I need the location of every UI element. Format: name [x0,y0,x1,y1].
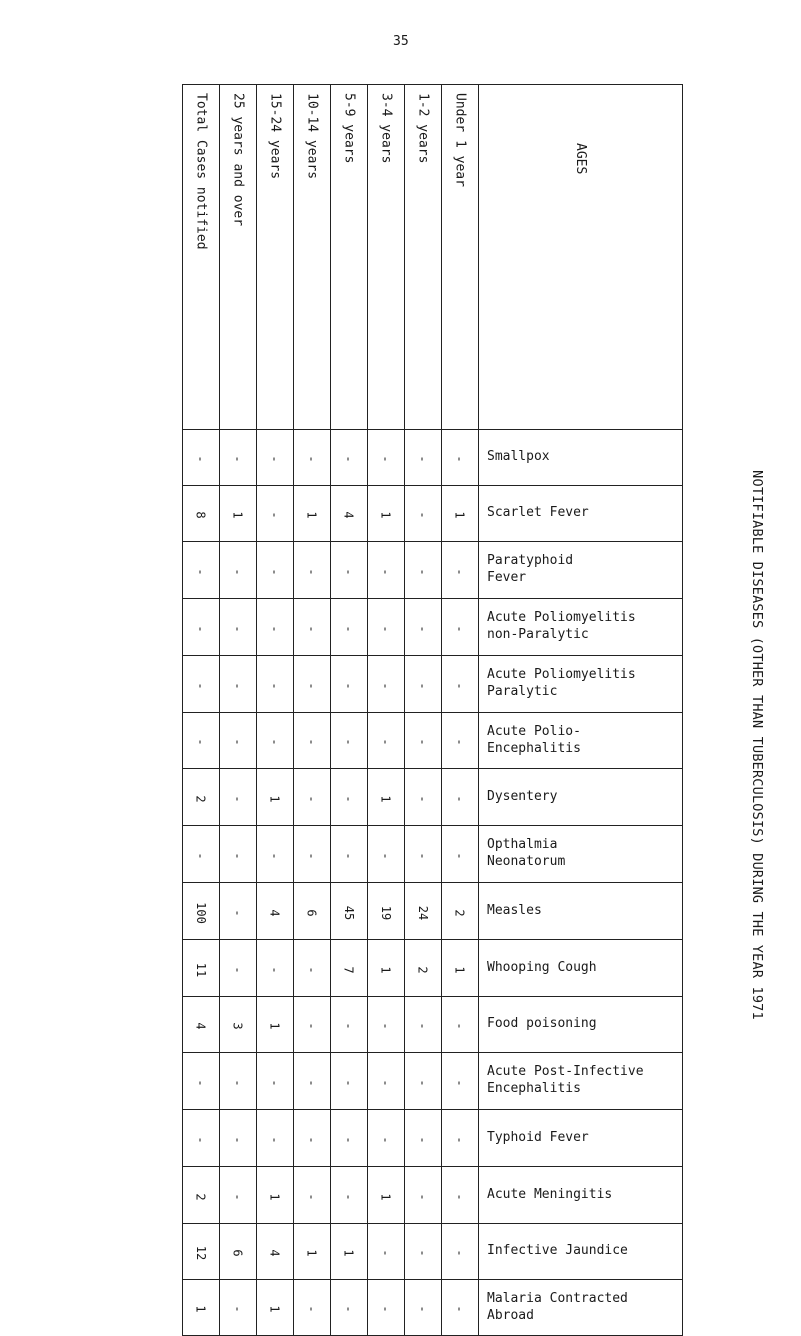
disease-name: Paratyphoid Fever [479,542,683,599]
disease-name: Infective Jaundice [479,1224,683,1280]
table-cell: - [405,1224,442,1280]
table-cell: - [331,997,368,1053]
column-header: 15-24 years [257,85,294,430]
header-row [183,85,683,430]
table-cell: - [294,1110,331,1167]
table-cell: - [368,826,405,883]
table-cell: - [405,599,442,656]
table-cell: 24 [405,883,442,940]
table-cell: 1 [220,486,257,542]
table-cell: - [183,826,220,883]
table-cell: - [294,769,331,826]
table-cell: 1 [294,1224,331,1280]
column-header: 10-14 years [294,85,331,430]
table-cell: 1 [368,769,405,826]
table-cell: - [257,1053,294,1110]
table-cell: - [405,656,442,713]
table-cell: 1 [368,1167,405,1224]
table-row [183,599,683,656]
table-cell: - [220,430,257,486]
table-cell: 1 [442,486,479,542]
table-cell: - [405,713,442,769]
table-cell: - [183,542,220,599]
table-cell: - [405,486,442,542]
table-row [183,1280,683,1336]
column-header: 1-2 years [405,85,442,430]
table-cell: - [220,542,257,599]
table-cell: - [331,599,368,656]
table-cell: - [442,997,479,1053]
table-cell: - [442,1053,479,1110]
table-cell: 4 [183,997,220,1053]
disease-name: Smallpox [479,430,683,486]
table-cell: - [183,1053,220,1110]
table-cell: 100 [183,883,220,940]
table-cell: - [368,1053,405,1110]
table-cell: - [331,656,368,713]
table-cell: - [405,1167,442,1224]
table-cell: - [331,430,368,486]
table-cell: - [405,1053,442,1110]
table-row [183,997,683,1053]
table-cell: - [183,656,220,713]
table-cell: - [220,1280,257,1336]
disease-name: Acute Poliomyelitis Paralytic [479,656,683,713]
table-cell: 6 [294,883,331,940]
table-cell: - [220,599,257,656]
column-header: Total Cases notified [183,85,220,430]
table-cell: - [257,486,294,542]
table-cell: - [331,1110,368,1167]
table-cell: 1 [368,940,405,997]
table-cell: 4 [257,1224,294,1280]
table-cell: - [442,1167,479,1224]
table-cell: - [368,542,405,599]
notifiable-diseases-table [182,84,683,1336]
table-cell: - [405,769,442,826]
table-cell: - [405,542,442,599]
table-cell: - [257,940,294,997]
table-cell: - [442,1224,479,1280]
table-cell: - [294,1053,331,1110]
column-header: 5-9 years [331,85,368,430]
disease-name: Food poisoning [479,997,683,1053]
table-cell: - [368,713,405,769]
table-cell: - [183,1110,220,1167]
table-cell: - [442,430,479,486]
disease-name: Acute Polio- Encephalitis [479,713,683,769]
table-cell: - [331,1280,368,1336]
ages-header: AGES [479,85,683,430]
table-cell: - [294,997,331,1053]
table-cell: - [405,1110,442,1167]
table-cell: - [294,826,331,883]
disease-name: Dysentery [479,769,683,826]
table-cell: 1 [442,940,479,997]
table-cell: 1 [294,486,331,542]
table-row [183,769,683,826]
table-cell: - [220,883,257,940]
table-cell: - [368,656,405,713]
column-header: Under 1 year [442,85,479,430]
table-cell: - [368,599,405,656]
table-row [183,430,683,486]
table-cell: - [294,713,331,769]
table-cell: 2 [405,940,442,997]
table-cell: 4 [257,883,294,940]
table-cell: - [294,430,331,486]
table-cell: - [442,769,479,826]
table-cell: - [405,826,442,883]
table-cell: - [220,826,257,883]
table-cell: 12 [183,1224,220,1280]
table-cell: - [368,430,405,486]
table-cell: - [368,1110,405,1167]
table-cell: 11 [183,940,220,997]
table-cell: 1 [257,1167,294,1224]
table-row [183,542,683,599]
table-cell: - [220,940,257,997]
table-cell: 7 [331,940,368,997]
table-cell: - [331,713,368,769]
table-cell: - [405,430,442,486]
table-cell: - [294,1280,331,1336]
disease-name: Acute Post-Infective Encephalitis [479,1053,683,1110]
table-cell: 19 [368,883,405,940]
table-cell: - [368,1224,405,1280]
table-cell: - [368,1280,405,1336]
table-cell: - [294,542,331,599]
table-row [183,826,683,883]
table-cell: 2 [183,1167,220,1224]
table-cell: - [183,713,220,769]
table-cell: 1 [257,1280,294,1336]
table-cell: - [442,542,479,599]
table-cell: - [331,1053,368,1110]
disease-name: Opthalmia Neonatorum [479,826,683,883]
table-cell: - [331,826,368,883]
table-cell: 4 [331,486,368,542]
column-header: 25 years and over [220,85,257,430]
table-cell: 2 [442,883,479,940]
table-cell: - [220,656,257,713]
table-row [183,940,683,997]
table-cell: 1 [257,997,294,1053]
table-cell: 45 [331,883,368,940]
table-cell: - [331,769,368,826]
table-cell: - [442,1110,479,1167]
table-cell: - [183,430,220,486]
table-cell: - [294,656,331,713]
table-cell: 3 [220,997,257,1053]
table-cell: - [331,1167,368,1224]
disease-name: Malaria Contracted Abroad [479,1280,683,1336]
table-row [183,1110,683,1167]
table-cell: 1 [257,769,294,826]
table-cell: - [257,826,294,883]
table-cell: - [220,1053,257,1110]
disease-name: Acute Poliomyelitis non-Paralytic [479,599,683,656]
table-cell: - [257,542,294,599]
table-row [183,713,683,769]
table-cell: - [220,713,257,769]
table-cell: 2 [183,769,220,826]
table-cell: - [294,1167,331,1224]
table-cell: 1 [183,1280,220,1336]
table-cell: - [294,599,331,656]
column-header: 3-4 years [368,85,405,430]
table-cell: - [405,997,442,1053]
table-cell: - [220,1110,257,1167]
table-cell: - [257,656,294,713]
table-cell: - [257,430,294,486]
table-row [183,486,683,542]
table-cell: 8 [183,486,220,542]
table-cell: - [442,1280,479,1336]
table-row [183,656,683,713]
table-cell: - [220,769,257,826]
table-cell: - [442,656,479,713]
table-row [183,1053,683,1110]
table-cell: - [220,1167,257,1224]
disease-name: Whooping Cough [479,940,683,997]
table-cell: - [257,713,294,769]
table-cell: - [257,1110,294,1167]
table-row [183,1224,683,1280]
table-cell: - [442,599,479,656]
table-cell: - [257,599,294,656]
disease-name: Acute Meningitis [479,1167,683,1224]
disease-name: Measles [479,883,683,940]
table-cell: - [405,1280,442,1336]
table-cell: - [294,940,331,997]
side-title: NOTIFIABLE DISEASES (OTHER THAN TUBERCULOSIS) DURING THE YEAR 1971 [749,470,766,1020]
disease-name: Scarlet Fever [479,486,683,542]
table-cell: 6 [220,1224,257,1280]
table-cell: - [183,599,220,656]
table-cell: 1 [368,486,405,542]
table-row [183,883,683,940]
table-cell: - [442,713,479,769]
table-cell: - [442,826,479,883]
table-cell: - [331,542,368,599]
disease-name: Typhoid Fever [479,1110,683,1167]
table-cell: - [368,997,405,1053]
table-cell: 1 [331,1224,368,1280]
table-row [183,1167,683,1224]
page-number: 35 [393,34,409,49]
